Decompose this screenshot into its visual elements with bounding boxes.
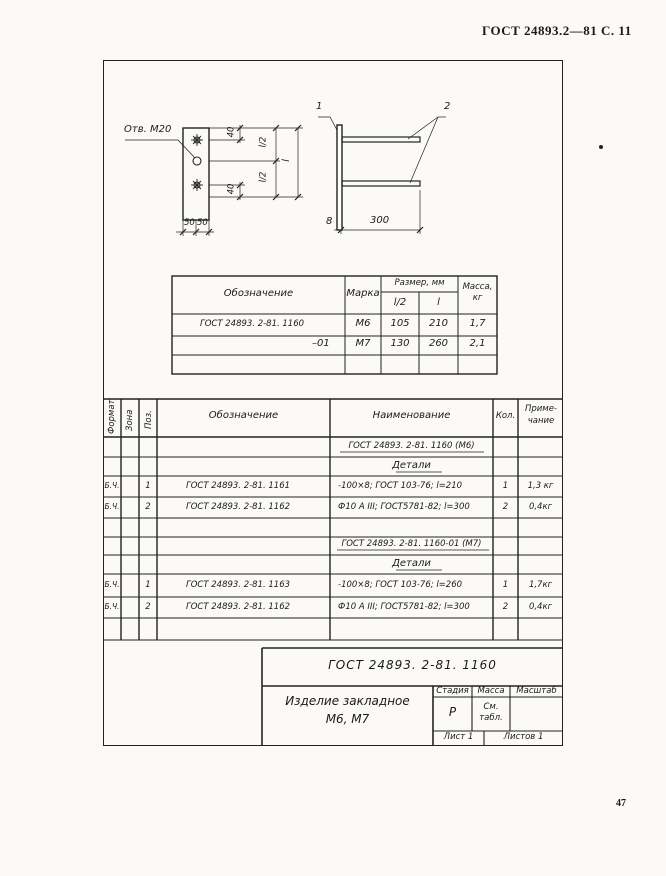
spec-s2-r1-designation: ГОСТ 24893. 2-81. 1163 <box>186 580 291 590</box>
title-block-header-scale: Масштаб <box>516 686 557 696</box>
spec-section2-title: ГОСТ 24893. 2-81. 1160-01 (М7) <box>341 539 482 549</box>
size-header-l2: l/2 <box>393 297 407 308</box>
title-block-mass-line1: См. <box>483 702 499 712</box>
size-header-mass: Масса, кг <box>462 282 493 303</box>
size-row1-mass: 1,7 <box>469 318 486 329</box>
size-row2-mark: М7 <box>355 338 371 349</box>
size-row1-designation: ГОСТ 24893. 2-81. 1160 <box>200 319 305 329</box>
spec-header-designation: Обозначение <box>208 410 279 421</box>
spec-s2-r2-format: Б.Ч. <box>104 602 120 611</box>
spec-s2-r1-note: 1,7кг <box>528 580 553 590</box>
size-row2-l2: 130 <box>390 338 410 349</box>
spec-s1-r2-note: 0,4кг <box>528 502 553 512</box>
spec-s1-r1-format: Б.Ч. <box>104 481 120 490</box>
dim-40-bottom: 40 <box>226 183 237 195</box>
spec-s1-r2-format: Б.Ч. <box>104 502 120 511</box>
size-header-size: Размер, мм <box>394 278 445 288</box>
title-block-code: ГОСТ 24893. 2-81. 1160 <box>328 658 497 672</box>
dim-40-top: 40 <box>226 126 237 138</box>
size-row1-mark: М6 <box>355 318 371 329</box>
page-number: 47 <box>616 798 626 809</box>
size-header-l: l <box>437 297 440 308</box>
size-row2-mass: 2,1 <box>469 338 486 349</box>
dim-l2-top: l/2 <box>258 136 269 148</box>
spec-header-name: Наименование <box>372 410 451 421</box>
spec-s1-r2-pos: 2 <box>145 502 151 512</box>
spec-s1-r2-qty: 2 <box>502 502 509 512</box>
spec-s2-r2-designation: ГОСТ 24893. 2-81. 1162 <box>186 602 291 612</box>
spec-s2-r1-name: -100×8; ГОСТ 103-76; l=260 <box>338 580 463 590</box>
title-block-header-mass: Масса <box>477 686 505 696</box>
size-header-designation: Обозначение <box>223 288 294 299</box>
spec-s1-r1-note: 1,3 кг <box>527 481 554 491</box>
title-block-name-line2: М6, М7 <box>325 712 370 726</box>
spec-s1-r1-qty: 1 <box>502 481 509 491</box>
size-row2-l: 260 <box>428 338 449 349</box>
dim-300: 300 <box>370 215 390 226</box>
spec-s2-r1-format: Б.Ч. <box>104 580 120 589</box>
dim-l2-bottom: l/2 <box>258 171 269 183</box>
spec-header-pos: Поз. <box>144 410 154 429</box>
title-block-mass-line2: табл. <box>479 713 503 723</box>
dim-50-a: 50 <box>184 218 195 228</box>
dim-l: l <box>280 159 292 162</box>
callout-1: 1 <box>316 101 323 112</box>
callout-2: 2 <box>444 101 451 112</box>
size-row1-l2: 105 <box>390 318 410 329</box>
dim-8: 8 <box>326 216 333 227</box>
spec-header-note: Приме-чание <box>524 404 558 426</box>
spec-s1-r2-name: Ф10 А III; ГОСТ5781-82; l=300 <box>338 502 470 512</box>
spec-header-format: Формат <box>107 399 117 434</box>
size-row1-l: 210 <box>428 318 449 329</box>
spec-s2-r2-name: Ф10 А III; ГОСТ5781-82; l=300 <box>338 602 470 612</box>
spec-section1-sub: Детали <box>392 460 431 471</box>
size-row2-designation: –01 <box>312 338 330 349</box>
hole-label: Отв. М20 <box>124 124 172 135</box>
spec-s2-r1-qty: 1 <box>502 580 509 590</box>
spec-s2-r1-pos: 1 <box>145 580 151 590</box>
spec-s1-r2-designation: ГОСТ 24893. 2-81. 1162 <box>186 502 291 512</box>
spec-s2-r2-note: 0,4кг <box>528 602 553 612</box>
spec-section1-title: ГОСТ 24893. 2-81. 1160 (М6) <box>348 441 475 451</box>
page-header: ГОСТ 24893.2—81 С. 11 <box>482 23 632 38</box>
spec-s1-r1-name: -100×8; ГОСТ 103-76; l=210 <box>338 481 463 491</box>
title-block-header-stage: Стадия <box>436 686 469 696</box>
title-block-stage: Р <box>448 705 457 719</box>
spec-s1-r1-pos: 1 <box>145 481 151 491</box>
title-block-sheet: Лист 1 <box>443 732 474 742</box>
size-header-mark: Марка <box>346 288 380 299</box>
title-block-name-line1: Изделие закладное <box>285 694 410 708</box>
spec-s2-r2-pos: 2 <box>145 602 151 612</box>
dim-50-b: 50 <box>197 218 208 228</box>
spec-header-qty: Кол. <box>495 411 516 421</box>
spec-s1-r1-designation: ГОСТ 24893. 2-81. 1161 <box>186 481 291 491</box>
title-block-sheets: Листов 1 <box>503 732 544 742</box>
spec-section2-sub: Детали <box>392 558 431 569</box>
spec-header-zone: Зона <box>125 409 135 431</box>
spec-s2-r2-qty: 2 <box>502 602 509 612</box>
